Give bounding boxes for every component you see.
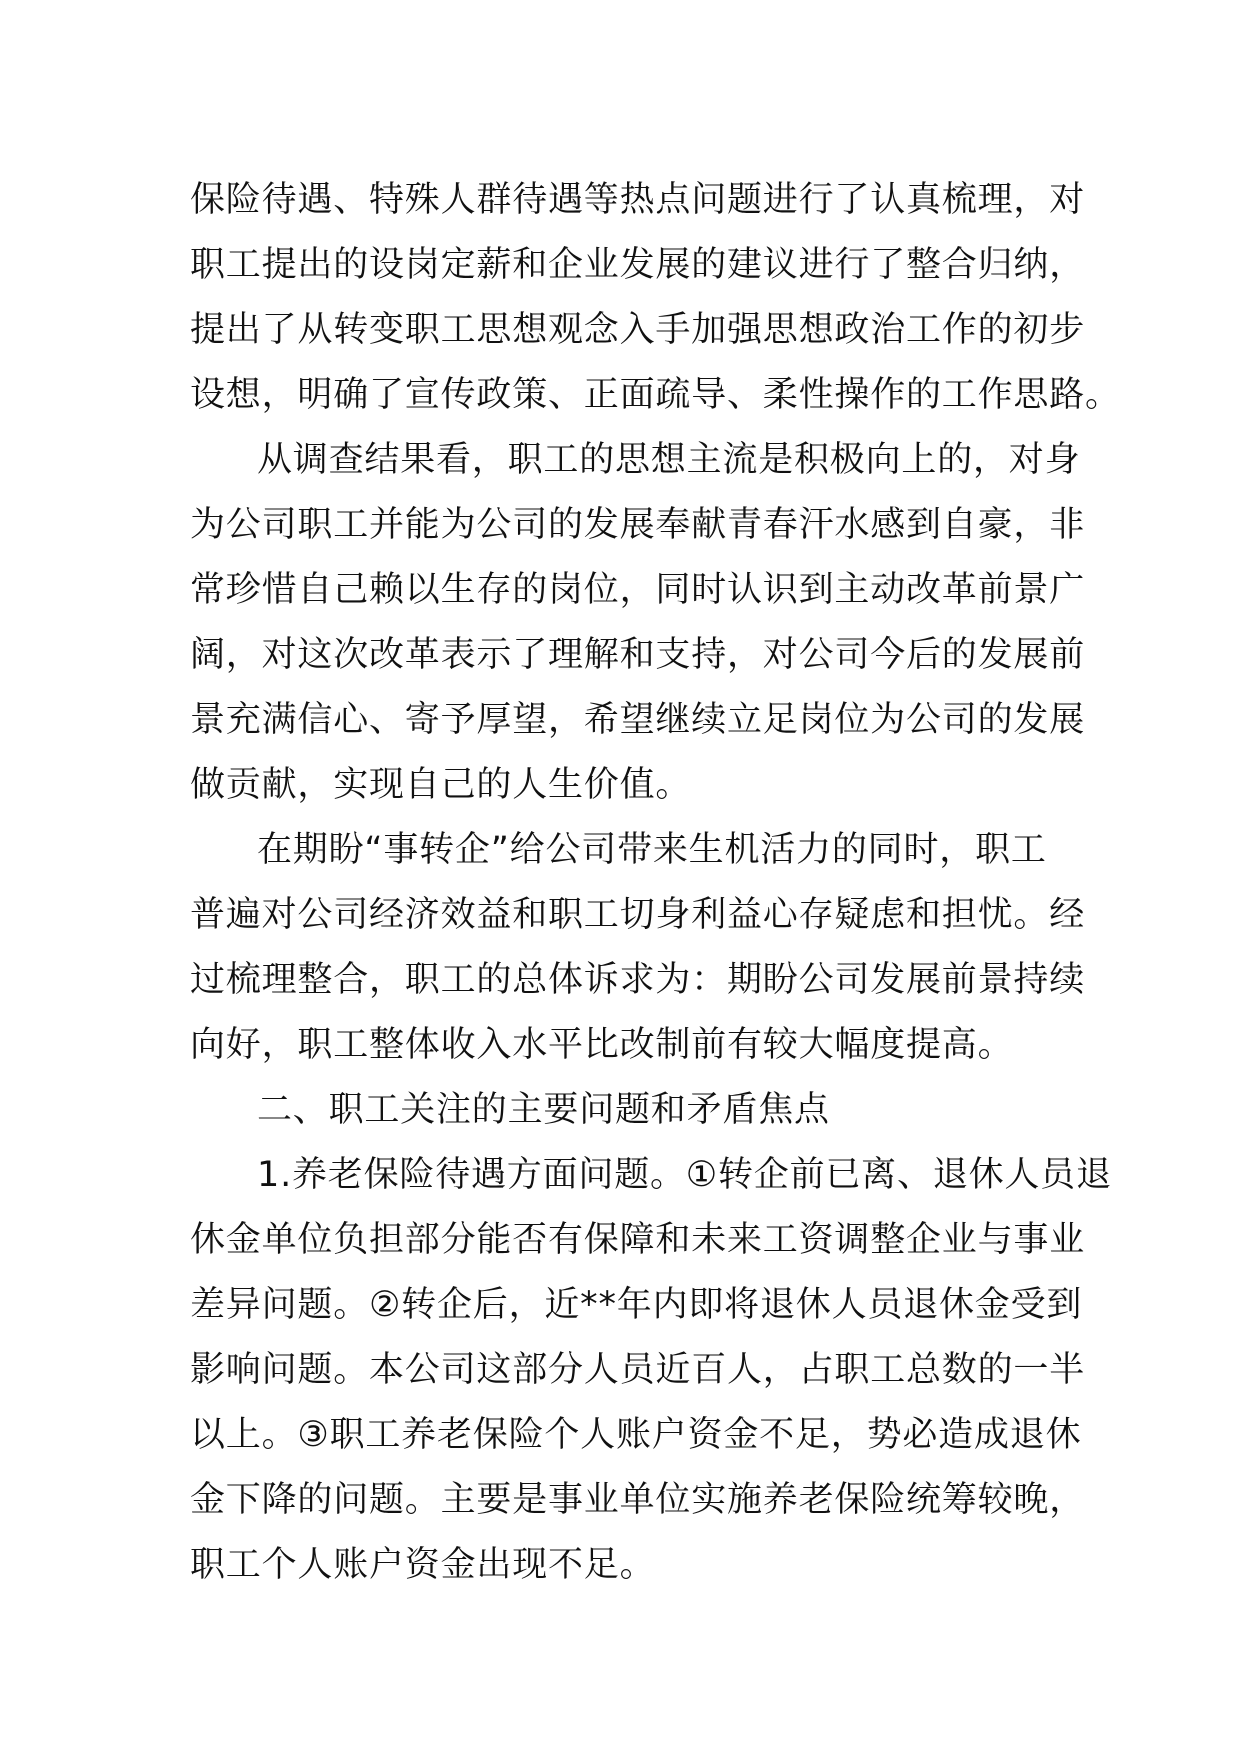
- text-line: 常珍惜自己赖以生存的岗位，同时认识到主动改革前景广: [190, 570, 1086, 610]
- text-line: 做贡献，实现自己的人生价值。: [190, 765, 692, 805]
- text-line: 影响问题。本公司这部分人员近百人，占职工总数的一半: [190, 1350, 1086, 1390]
- text-line: 为公司职工并能为公司的发展奉献青春汗水感到自豪，非: [190, 505, 1086, 545]
- text-line: 休金单位负担部分能否有保障和未来工资调整企业与事业: [190, 1220, 1086, 1260]
- text-line: 职工提出的设岗定薪和企业发展的建议进行了整合归纳，: [190, 245, 1086, 285]
- text-line: 向好，职工整体收入水平比改制前有较大幅度提高。: [190, 1025, 1014, 1065]
- text-line: 提出了从转变职工思想观念入手加强思想政治工作的初步: [190, 310, 1086, 350]
- text-line: 阔，对这次改革表示了理解和支持，对公司今后的发展前: [190, 635, 1086, 675]
- text-line: 以上。③职工养老保险个人账户资金不足，势必造成退休: [190, 1415, 1082, 1455]
- paragraph-start-line: 1.养老保险待遇方面问题。①转企前已离、退休人员退: [257, 1155, 1112, 1195]
- section-heading: 二、职工关注的主要问题和矛盾焦点: [257, 1090, 830, 1130]
- paragraph-start-line: 在期盼“事转企”给公司带来生机活力的同时，职工: [257, 830, 1047, 870]
- paragraph-start-line: 从调查结果看，职工的思想主流是积极向上的，对身: [257, 440, 1081, 480]
- text-line: 过梳理整合，职工的总体诉求为：期盼公司发展前景持续: [190, 960, 1086, 1000]
- text-line: 景充满信心、寄予厚望，希望继续立足岗位为公司的发展: [190, 700, 1086, 740]
- text-line: 金下降的问题。主要是事业单位实施养老保险统筹较晚，: [190, 1480, 1086, 1520]
- text-line: 设想，明确了宣传政策、正面疏导、柔性操作的工作思路。: [190, 375, 1121, 415]
- text-line: 职工个人账户资金出现不足。: [190, 1545, 656, 1585]
- text-line: 差异问题。②转企后，近**年内即将退休人员退休金受到: [190, 1285, 1083, 1325]
- text-line: 普遍对公司经济效益和职工切身利益心存疑虑和担忧。经: [190, 895, 1086, 935]
- text-line: 保险待遇、特殊人群待遇等热点问题进行了认真梳理，对: [190, 180, 1086, 220]
